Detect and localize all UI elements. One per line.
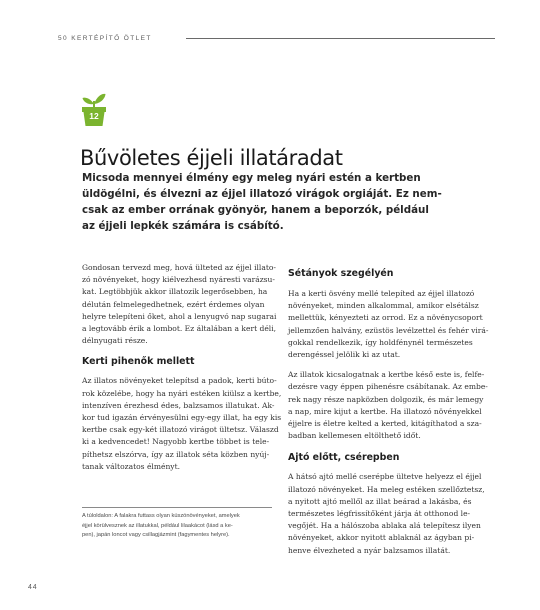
tip-number: 12 — [89, 111, 99, 121]
section2-paragraph-1 — [288, 288, 489, 361]
text-line: kertbe csak egy-két illatozó virágot ültetsz. Válaszd — [82, 425, 279, 435]
page-number: 44 — [28, 584, 38, 591]
text-line: a legtovább érik a lombot. Ez általában a kert déli, — [82, 324, 277, 334]
text-line: mellettük, kényezteti az orrod. Ez a növénycsoport — [288, 313, 483, 323]
right-column — [288, 262, 489, 557]
text-line: kor tud igazán érvényesülni egy-egy illat, ha egy kis — [82, 413, 282, 423]
text-line: henve élvezheted a nyár balzsamos illatát. — [288, 545, 451, 555]
lead-paragraph — [82, 170, 478, 234]
text-line: illatozó növényeket. Ha meleg estéken szellőztetsz, — [288, 484, 485, 494]
text-line: délnyugati része. — [82, 336, 148, 346]
caption-divider — [82, 507, 272, 508]
text-line: Az illatok kicsalogatnak a kertbe késő este is, felfe- — [288, 370, 485, 380]
text-line: derengéssel jelölik ki az utat. — [288, 350, 401, 360]
section-heading-ajto-elott: Ajtó előtt, csérepben — [288, 452, 400, 464]
text-line: Az illatos növényeket telepítsd a padok, kerti búto- — [82, 376, 277, 386]
text-line: éjjelre is életre kelted a kerted, kitágíthatod a sza- — [288, 419, 482, 429]
section3-paragraph — [288, 471, 485, 556]
section2-paragraph-2 — [288, 369, 488, 442]
header-rule — [186, 38, 495, 39]
text-line: a nyitott ajtó mellől az illat beárad a lakásba, és — [288, 496, 472, 506]
text-line: zó növényeket, hogy kiélvezhesd nyáresti varázsu- — [82, 275, 275, 285]
text-line: növényeket, minden alkalommal, amikor elsétálsz — [288, 301, 479, 311]
caption-line: A túloldalon: A falakra futtass olyan kúszónövényeket, amelyek — [82, 513, 240, 519]
text-line: píthetsz elszórva, így az illatok séta közben nyúj- — [82, 449, 270, 459]
text-line: növényeket, akkor nyitott ablaknál az ágyban pi- — [288, 533, 475, 543]
section-heading-kerti-pihenok: Kerti pihenők mellett — [82, 356, 195, 368]
text-line: Ha a kerti ösvény mellé telepíted az éjjel illatozó — [288, 289, 475, 298]
text-line: badban kellemesen eltölthető időt. — [288, 431, 421, 441]
left-column — [82, 262, 282, 473]
text-line: intenzíven érezhesd édes, balzsamos illatukat. Ak- — [82, 400, 275, 410]
text-line: rek nagy része napközben dolgozik, és már lemegy — [288, 394, 484, 404]
text-line: délután felmelegedhetnek, ezért érdemes olyan — [82, 299, 265, 309]
text-line: kat. Legtöbbjük akkor illatozik legerősebben, ha — [82, 287, 268, 297]
text-line: jellemzően halvány, ezüstös levélzettel és fehér virá- — [288, 325, 489, 335]
text-line: tanak változatos élményt. — [82, 461, 180, 471]
caption-line: pen), japán loncot vagy csillagjázmint (fagymentes helyre). — [82, 532, 230, 538]
text-line: a nap, mire kijut a kertbe. Ha illatozó növényekkel — [288, 406, 482, 416]
text-line: Gondosan tervezd meg, hová ülteted az éjjel illato- — [82, 263, 276, 272]
text-line: természetes légfrissítőként járja át otthonod le- — [288, 509, 471, 519]
lead-line: az éjjeli lepkék számára is csábító. — [82, 220, 284, 233]
section1-paragraph — [82, 375, 282, 473]
text-line: gokkal rendelkezik, így holdfénynél természetes — [288, 337, 473, 347]
intro-paragraph — [82, 262, 277, 347]
text-line: A hátsó ajtó mellé cserépbe ültetve helyezz el éjjel — [288, 472, 482, 482]
text-line: ki a kedvencedet! Nagyobb kertbe többet is tele- — [82, 437, 270, 447]
running-head: 50 KERTÉPÍTŐ ÖTLET — [58, 35, 152, 42]
text-line: helyre telepíteni őket, ahol a lenyugvó nap sugarai — [82, 311, 277, 321]
caption-line: éjjel körülvesznek az illatukkal, például lilaakácot (lásd a ke- — [82, 522, 233, 529]
page-title: Bűvöletes éjjeli illatáradat — [80, 146, 343, 171]
lead-line: üldögélni, és élvezni az éjjel illatozó virágok orgiáját. Ez nem- — [82, 188, 442, 201]
text-line: dezésre vagy éppen pihenésre csábítanak. Az embe- — [288, 382, 488, 392]
text-line: vegőjét. Ha a hálószoba ablaka alá telepítesz ilyen — [288, 521, 481, 531]
image-caption — [82, 512, 278, 541]
lead-line: Micsoda mennyei élmény egy meleg nyári estén a kertben — [82, 172, 421, 184]
section-heading-setanyok: Sétányok szegélyén — [288, 268, 394, 279]
text-line: rok közelébe, hogy ha nyári estéken kiülsz a kertbe, — [82, 388, 282, 398]
lead-line: csak az ember orrának gyönyör, hanem a beporzók, például — [82, 204, 429, 217]
